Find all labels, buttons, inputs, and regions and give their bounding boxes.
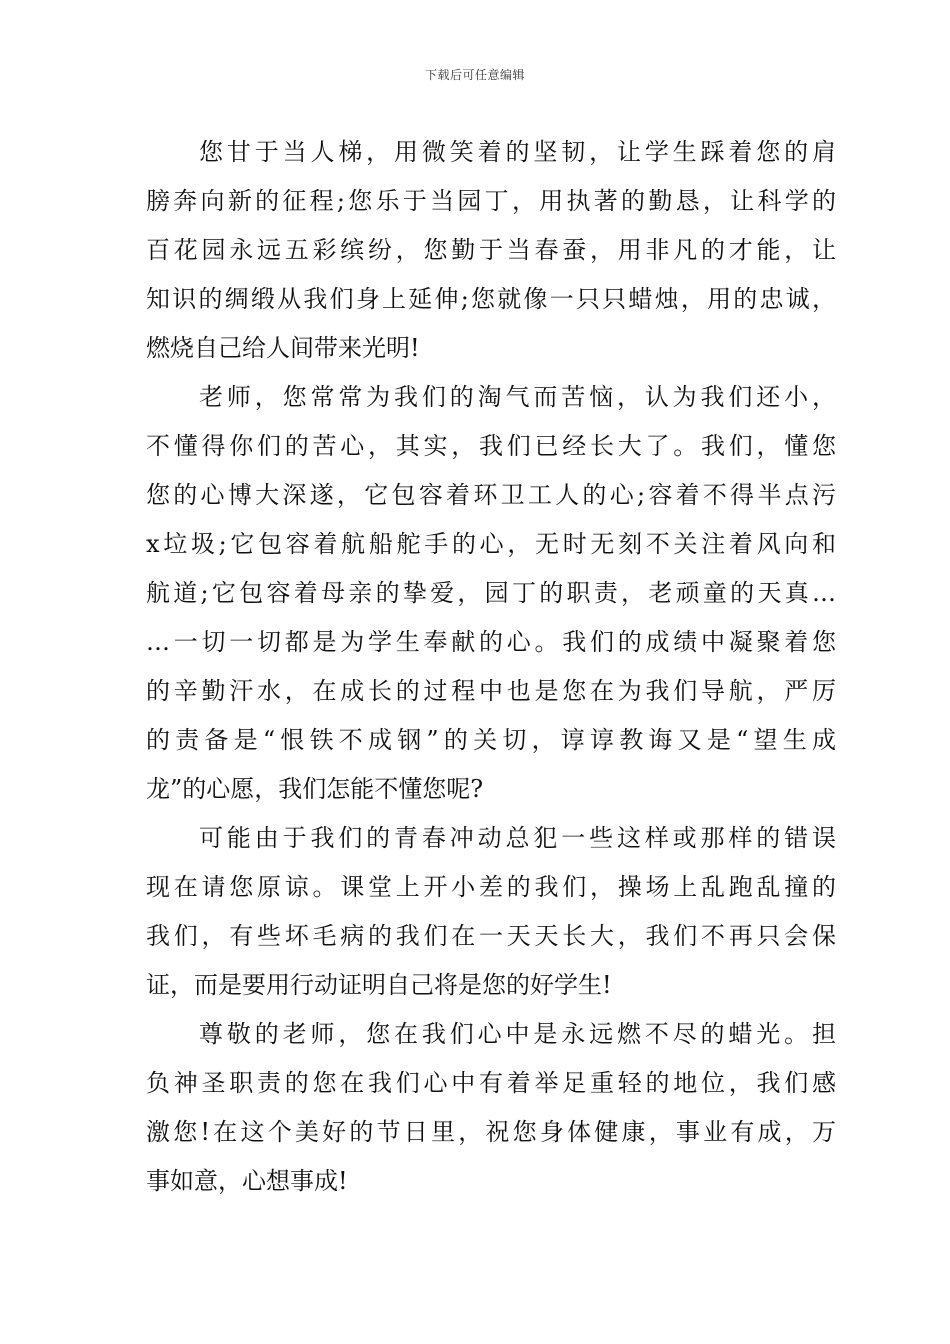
paragraph-2-line-1: 老师，您常常为我们的淘气而苦恼，认为我们还小， [199,383,836,411]
paragraph-1-line-2: 膀奔向新的征程;您乐于当园丁，用执著的勤恳，让科学的 [146,187,836,215]
paragraph-2-line-8: 的责备是“恨铁不成钢”的关切，谆谆教诲又是“望生成 [146,726,836,754]
paragraph-4-line-3: 激您!在这个美好的节日里，祝您身体健康，事业有成，万 [146,1118,836,1146]
paragraph-2-line-2: 不懂得你们的苦心，其实，我们已经长大了。我们，懂您 [146,432,836,460]
paragraph-1-line-1: 您甘于当人梯，用微笑着的坚韧，让学生踩着您的肩 [199,138,836,166]
paragraph-1-line-3: 百花园永远五彩缤纷，您勤于当春蚕，用非凡的才能，让 [146,236,836,264]
paragraph-2-line-9: 龙”的心愿，我们怎能不懂您呢? [146,775,484,803]
paragraph-4-line-1: 尊敬的老师，您在我们心中是永远燃不尽的蜡光。担 [199,1020,836,1048]
paragraph-3-line-1: 可能由于我们的青春冲动总犯一些这样或那样的错误 [199,824,836,852]
paragraph-3-line-2: 现在请您原谅。课堂上开小差的我们，操场上乱跑乱撞的 [146,873,836,901]
paragraph-1-line-4: 知识的绸缎从我们身上延伸;您就像一只只蜡烛，用的忠诚， [146,285,836,313]
paragraph-2-line-6: …一切一切都是为学生奉献的心。我们的成绩中凝聚着您 [146,628,836,656]
paragraph-3-line-4: 证，而是要用行动证明自己将是您的好学生! [146,971,612,999]
paragraph-4-line-2: 负神圣职责的您在我们心中有着举足重轻的地位，我们感 [146,1069,836,1097]
document-body [146,128,836,1206]
header-note: 下载后可任意编辑 [424,68,525,82]
paragraph-4-line-4: 事如意，心想事成! [146,1167,348,1195]
paragraph-2-line-7: 的辛勤汗水，在成长的过程中也是您在为我们导航，严厉 [146,677,836,705]
paragraph-2-line-3: 您的心博大深遂，它包容着环卫工人的心;容着不得半点污 [146,481,836,509]
paragraph-2-line-4: x垃圾;它包容着航船舵手的心，无时无刻不关注着风向和 [146,530,836,558]
paragraph-3-line-3: 我们，有些坏毛病的我们在一天天长大，我们不再只会保 [146,922,836,950]
paragraph-1-line-5: 燃烧自己给人间带来光明! [146,334,420,362]
paragraph-2-line-5: 航道;它包容着母亲的挚爱，园丁的职责，老顽童的天真… [146,579,836,607]
